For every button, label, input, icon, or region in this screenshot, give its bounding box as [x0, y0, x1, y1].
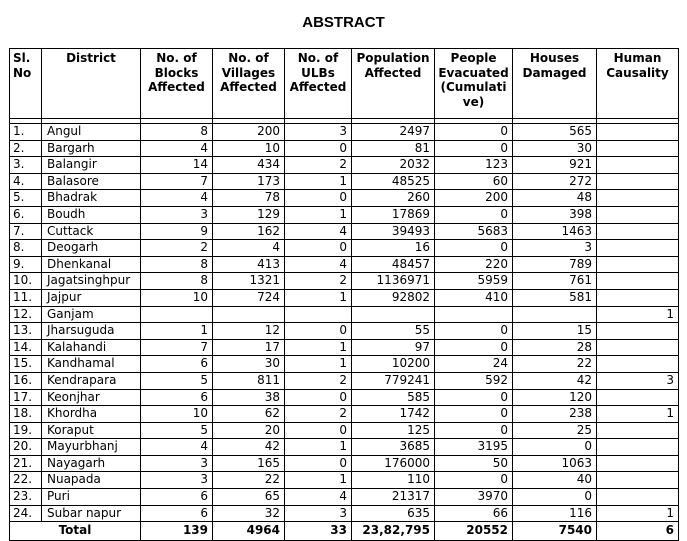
cell-district: Ganjam: [42, 306, 141, 323]
cell-blocks: 3: [141, 206, 213, 223]
cell-villages: 10: [213, 140, 285, 157]
cell-houses: 0: [513, 489, 597, 506]
cell-ulbs: 0: [285, 323, 352, 340]
cell-population: 176000: [352, 455, 435, 472]
total-row: [10, 522, 679, 541]
cell-population: 635: [352, 505, 435, 522]
cell-villages: 162: [213, 223, 285, 240]
cell-population: 48525: [352, 173, 435, 190]
cell-ulbs: 3: [285, 124, 352, 141]
table-row: [10, 273, 679, 290]
abstract-table: [9, 48, 679, 541]
total-label: Total: [10, 522, 141, 541]
cell-houses: 116: [513, 505, 597, 522]
cell-population: 81: [352, 140, 435, 157]
cell-houses: 42: [513, 372, 597, 389]
cell-blocks: 7: [141, 173, 213, 190]
cell-ulbs: 1: [285, 339, 352, 356]
cell-evacuated: 60: [435, 173, 513, 190]
cell-district: Puri: [42, 489, 141, 506]
cell-blocks: 8: [141, 124, 213, 141]
cell-sl: 13.: [10, 323, 42, 340]
cell-sl: 3.: [10, 157, 42, 174]
table-row: [10, 422, 679, 439]
cell-ulbs: 4: [285, 223, 352, 240]
cell-houses: 48: [513, 190, 597, 207]
cell-houses: [513, 306, 597, 323]
cell-district: Kendrapara: [42, 372, 141, 389]
cell-blocks: 8: [141, 273, 213, 290]
cell-blocks: 5: [141, 422, 213, 439]
cell-ulbs: 1: [285, 173, 352, 190]
table-row: [10, 306, 679, 323]
cell-blocks: 3: [141, 455, 213, 472]
cell-population: 17869: [352, 206, 435, 223]
header-district: District: [42, 49, 141, 119]
table-row: [10, 356, 679, 373]
cell-villages: 200: [213, 124, 285, 141]
cell-villages: 1321: [213, 273, 285, 290]
table-row: [10, 256, 679, 273]
cell-district: Nuapada: [42, 472, 141, 489]
cell-villages: 30: [213, 356, 285, 373]
cell-evacuated: 3970: [435, 489, 513, 506]
cell-houses: 120: [513, 389, 597, 406]
cell-causality: [597, 323, 679, 340]
cell-evacuated: 0: [435, 323, 513, 340]
cell-blocks: 9: [141, 223, 213, 240]
cell-district: Nayagarh: [42, 455, 141, 472]
cell-population: 2497: [352, 124, 435, 141]
cell-evacuated: 0: [435, 422, 513, 439]
cell-houses: 30: [513, 140, 597, 157]
cell-evacuated: 66: [435, 505, 513, 522]
cell-houses: 0: [513, 439, 597, 456]
cell-causality: [597, 157, 679, 174]
cell-villages: [213, 306, 285, 323]
cell-causality: [597, 206, 679, 223]
cell-villages: 65: [213, 489, 285, 506]
cell-blocks: 7: [141, 339, 213, 356]
cell-ulbs: 0: [285, 455, 352, 472]
cell-ulbs: 4: [285, 256, 352, 273]
cell-blocks: 6: [141, 489, 213, 506]
cell-district: Keonjhar: [42, 389, 141, 406]
cell-ulbs: 3: [285, 505, 352, 522]
cell-district: Bhadrak: [42, 190, 141, 207]
cell-causality: [597, 240, 679, 257]
cell-causality: [597, 273, 679, 290]
cell-ulbs: 0: [285, 422, 352, 439]
cell-blocks: 6: [141, 389, 213, 406]
cell-population: 260: [352, 190, 435, 207]
table-row: [10, 439, 679, 456]
header-row: [10, 49, 679, 119]
cell-blocks: [141, 306, 213, 323]
header-houses: Houses Damaged: [513, 49, 597, 119]
cell-villages: 434: [213, 157, 285, 174]
cell-causality: [597, 389, 679, 406]
cell-sl: 17.: [10, 389, 42, 406]
total-evacuated: 20552: [435, 522, 513, 541]
total-villages: 4964: [213, 522, 285, 541]
cell-district: Mayurbhanj: [42, 439, 141, 456]
cell-sl: 20.: [10, 439, 42, 456]
cell-causality: [597, 223, 679, 240]
cell-blocks: 10: [141, 289, 213, 306]
cell-houses: 22: [513, 356, 597, 373]
table-row: [10, 406, 679, 423]
cell-sl: 23.: [10, 489, 42, 506]
table-row: [10, 173, 679, 190]
cell-ulbs: [285, 306, 352, 323]
cell-houses: 789: [513, 256, 597, 273]
cell-sl: 10.: [10, 273, 42, 290]
cell-houses: 1063: [513, 455, 597, 472]
cell-population: 1742: [352, 406, 435, 423]
cell-villages: 165: [213, 455, 285, 472]
cell-villages: 12: [213, 323, 285, 340]
cell-population: 92802: [352, 289, 435, 306]
cell-causality: [597, 140, 679, 157]
cell-ulbs: 2: [285, 372, 352, 389]
cell-sl: 16.: [10, 372, 42, 389]
cell-ulbs: 0: [285, 140, 352, 157]
cell-population: [352, 306, 435, 323]
cell-ulbs: 1: [285, 439, 352, 456]
header-ulbs: No. of ULBs Affected: [285, 49, 352, 119]
cell-evacuated: 123: [435, 157, 513, 174]
header-evacuated: People Evacuated (Cumulati ve): [435, 49, 513, 119]
cell-district: Kandhamal: [42, 356, 141, 373]
cell-villages: 17: [213, 339, 285, 356]
cell-blocks: 4: [141, 190, 213, 207]
total-houses: 7540: [513, 522, 597, 541]
cell-evacuated: 0: [435, 124, 513, 141]
cell-sl: 6.: [10, 206, 42, 223]
cell-houses: 1463: [513, 223, 597, 240]
cell-sl: 21.: [10, 455, 42, 472]
table-row: [10, 455, 679, 472]
header-population: Population Affected: [352, 49, 435, 119]
cell-houses: 921: [513, 157, 597, 174]
cell-evacuated: 220: [435, 256, 513, 273]
cell-sl: 7.: [10, 223, 42, 240]
cell-evacuated: 0: [435, 406, 513, 423]
cell-population: 2032: [352, 157, 435, 174]
cell-district: Balasore: [42, 173, 141, 190]
cell-ulbs: 1: [285, 289, 352, 306]
cell-causality: [597, 190, 679, 207]
cell-blocks: 4: [141, 439, 213, 456]
cell-causality: 1: [597, 406, 679, 423]
cell-sl: 4.: [10, 173, 42, 190]
cell-houses: 3: [513, 240, 597, 257]
cell-causality: [597, 472, 679, 489]
cell-evacuated: 5959: [435, 273, 513, 290]
cell-ulbs: 0: [285, 389, 352, 406]
cell-ulbs: 1: [285, 356, 352, 373]
cell-sl: 12.: [10, 306, 42, 323]
cell-causality: [597, 289, 679, 306]
table-row: [10, 389, 679, 406]
cell-causality: [597, 489, 679, 506]
header-blocks: No. of Blocks Affected: [141, 49, 213, 119]
cell-sl: 18.: [10, 406, 42, 423]
cell-houses: 25: [513, 422, 597, 439]
cell-population: 16: [352, 240, 435, 257]
cell-sl: 14.: [10, 339, 42, 356]
cell-blocks: 3: [141, 472, 213, 489]
cell-sl: 1.: [10, 124, 42, 141]
cell-causality: [597, 339, 679, 356]
cell-sl: 2.: [10, 140, 42, 157]
cell-villages: 724: [213, 289, 285, 306]
cell-evacuated: 24: [435, 356, 513, 373]
cell-houses: 398: [513, 206, 597, 223]
total-blocks: 139: [141, 522, 213, 541]
cell-evacuated: 0: [435, 240, 513, 257]
cell-evacuated: 0: [435, 389, 513, 406]
cell-population: 3685: [352, 439, 435, 456]
table-row: [10, 223, 679, 240]
cell-villages: 38: [213, 389, 285, 406]
cell-sl: 9.: [10, 256, 42, 273]
cell-district: Angul: [42, 124, 141, 141]
cell-sl: 8.: [10, 240, 42, 257]
cell-evacuated: 0: [435, 339, 513, 356]
table-row: [10, 489, 679, 506]
cell-houses: 15: [513, 323, 597, 340]
cell-villages: 129: [213, 206, 285, 223]
cell-ulbs: 2: [285, 406, 352, 423]
table-row: [10, 140, 679, 157]
cell-blocks: 4: [141, 140, 213, 157]
cell-population: 1136971: [352, 273, 435, 290]
cell-causality: 1: [597, 505, 679, 522]
table-row: [10, 206, 679, 223]
cell-population: 55: [352, 323, 435, 340]
cell-houses: 40: [513, 472, 597, 489]
cell-population: 48457: [352, 256, 435, 273]
cell-sl: 11.: [10, 289, 42, 306]
cell-blocks: 8: [141, 256, 213, 273]
cell-causality: [597, 356, 679, 373]
page-title: ABSTRACT: [302, 14, 385, 31]
cell-blocks: 5: [141, 372, 213, 389]
cell-district: Dhenkanal: [42, 256, 141, 273]
cell-population: 125: [352, 422, 435, 439]
cell-villages: 22: [213, 472, 285, 489]
cell-villages: 173: [213, 173, 285, 190]
table-row: [10, 339, 679, 356]
cell-evacuated: 0: [435, 206, 513, 223]
cell-sl: 19.: [10, 422, 42, 439]
header-villages: No. of Villages Affected: [213, 49, 285, 119]
cell-population: 21317: [352, 489, 435, 506]
cell-villages: 413: [213, 256, 285, 273]
table-row: [10, 472, 679, 489]
cell-ulbs: 2: [285, 157, 352, 174]
cell-population: 585: [352, 389, 435, 406]
cell-causality: 1: [597, 306, 679, 323]
cell-villages: 4: [213, 240, 285, 257]
cell-houses: 28: [513, 339, 597, 356]
cell-population: 110: [352, 472, 435, 489]
cell-sl: 5.: [10, 190, 42, 207]
cell-evacuated: 410: [435, 289, 513, 306]
cell-causality: [597, 173, 679, 190]
total-ulbs: 33: [285, 522, 352, 541]
cell-ulbs: 2: [285, 273, 352, 290]
table-row: [10, 505, 679, 522]
cell-evacuated: 0: [435, 472, 513, 489]
cell-district: Bargarh: [42, 140, 141, 157]
cell-causality: [597, 256, 679, 273]
cell-causality: [597, 455, 679, 472]
cell-district: Koraput: [42, 422, 141, 439]
cell-villages: 32: [213, 505, 285, 522]
cell-blocks: 1: [141, 323, 213, 340]
cell-ulbs: 0: [285, 190, 352, 207]
cell-district: Kalahandi: [42, 339, 141, 356]
cell-population: 97: [352, 339, 435, 356]
cell-villages: 78: [213, 190, 285, 207]
cell-evacuated: [435, 306, 513, 323]
cell-causality: 3: [597, 372, 679, 389]
cell-causality: [597, 124, 679, 141]
table-row: [10, 124, 679, 141]
table-row: [10, 190, 679, 207]
total-population: 23,82,795: [352, 522, 435, 541]
cell-houses: 565: [513, 124, 597, 141]
cell-evacuated: 50: [435, 455, 513, 472]
cell-evacuated: 3195: [435, 439, 513, 456]
cell-houses: 581: [513, 289, 597, 306]
cell-district: Deogarh: [42, 240, 141, 257]
cell-causality: [597, 422, 679, 439]
table-row: [10, 372, 679, 389]
cell-population: 10200: [352, 356, 435, 373]
table-row: [10, 240, 679, 257]
cell-villages: 42: [213, 439, 285, 456]
cell-villages: 62: [213, 406, 285, 423]
cell-blocks: 6: [141, 356, 213, 373]
cell-ulbs: 0: [285, 240, 352, 257]
cell-sl: 22.: [10, 472, 42, 489]
cell-district: Jagatsinghpur: [42, 273, 141, 290]
cell-ulbs: 1: [285, 206, 352, 223]
cell-ulbs: 4: [285, 489, 352, 506]
cell-district: Cuttack: [42, 223, 141, 240]
cell-sl: 24.: [10, 505, 42, 522]
cell-district: Jajpur: [42, 289, 141, 306]
cell-villages: 811: [213, 372, 285, 389]
cell-blocks: 10: [141, 406, 213, 423]
cell-ulbs: 1: [285, 472, 352, 489]
cell-blocks: 2: [141, 240, 213, 257]
table-row: [10, 157, 679, 174]
cell-houses: 272: [513, 173, 597, 190]
cell-evacuated: 200: [435, 190, 513, 207]
cell-population: 779241: [352, 372, 435, 389]
cell-houses: 238: [513, 406, 597, 423]
cell-causality: [597, 439, 679, 456]
table-row: [10, 289, 679, 306]
cell-blocks: 14: [141, 157, 213, 174]
cell-district: Subar napur: [42, 505, 141, 522]
header-sl: Sl. No: [10, 49, 42, 119]
table-row: [10, 323, 679, 340]
cell-sl: 15.: [10, 356, 42, 373]
cell-district: Khordha: [42, 406, 141, 423]
cell-villages: 20: [213, 422, 285, 439]
cell-blocks: 6: [141, 505, 213, 522]
table-body: [10, 119, 679, 522]
cell-district: Boudh: [42, 206, 141, 223]
cell-evacuated: 5683: [435, 223, 513, 240]
cell-evacuated: 592: [435, 372, 513, 389]
cell-houses: 761: [513, 273, 597, 290]
cell-evacuated: 0: [435, 140, 513, 157]
header-causality: Human Causality: [597, 49, 679, 119]
total-causality: 6: [597, 522, 679, 541]
cell-district: Jharsuguda: [42, 323, 141, 340]
cell-population: 39493: [352, 223, 435, 240]
cell-district: Balangir: [42, 157, 141, 174]
